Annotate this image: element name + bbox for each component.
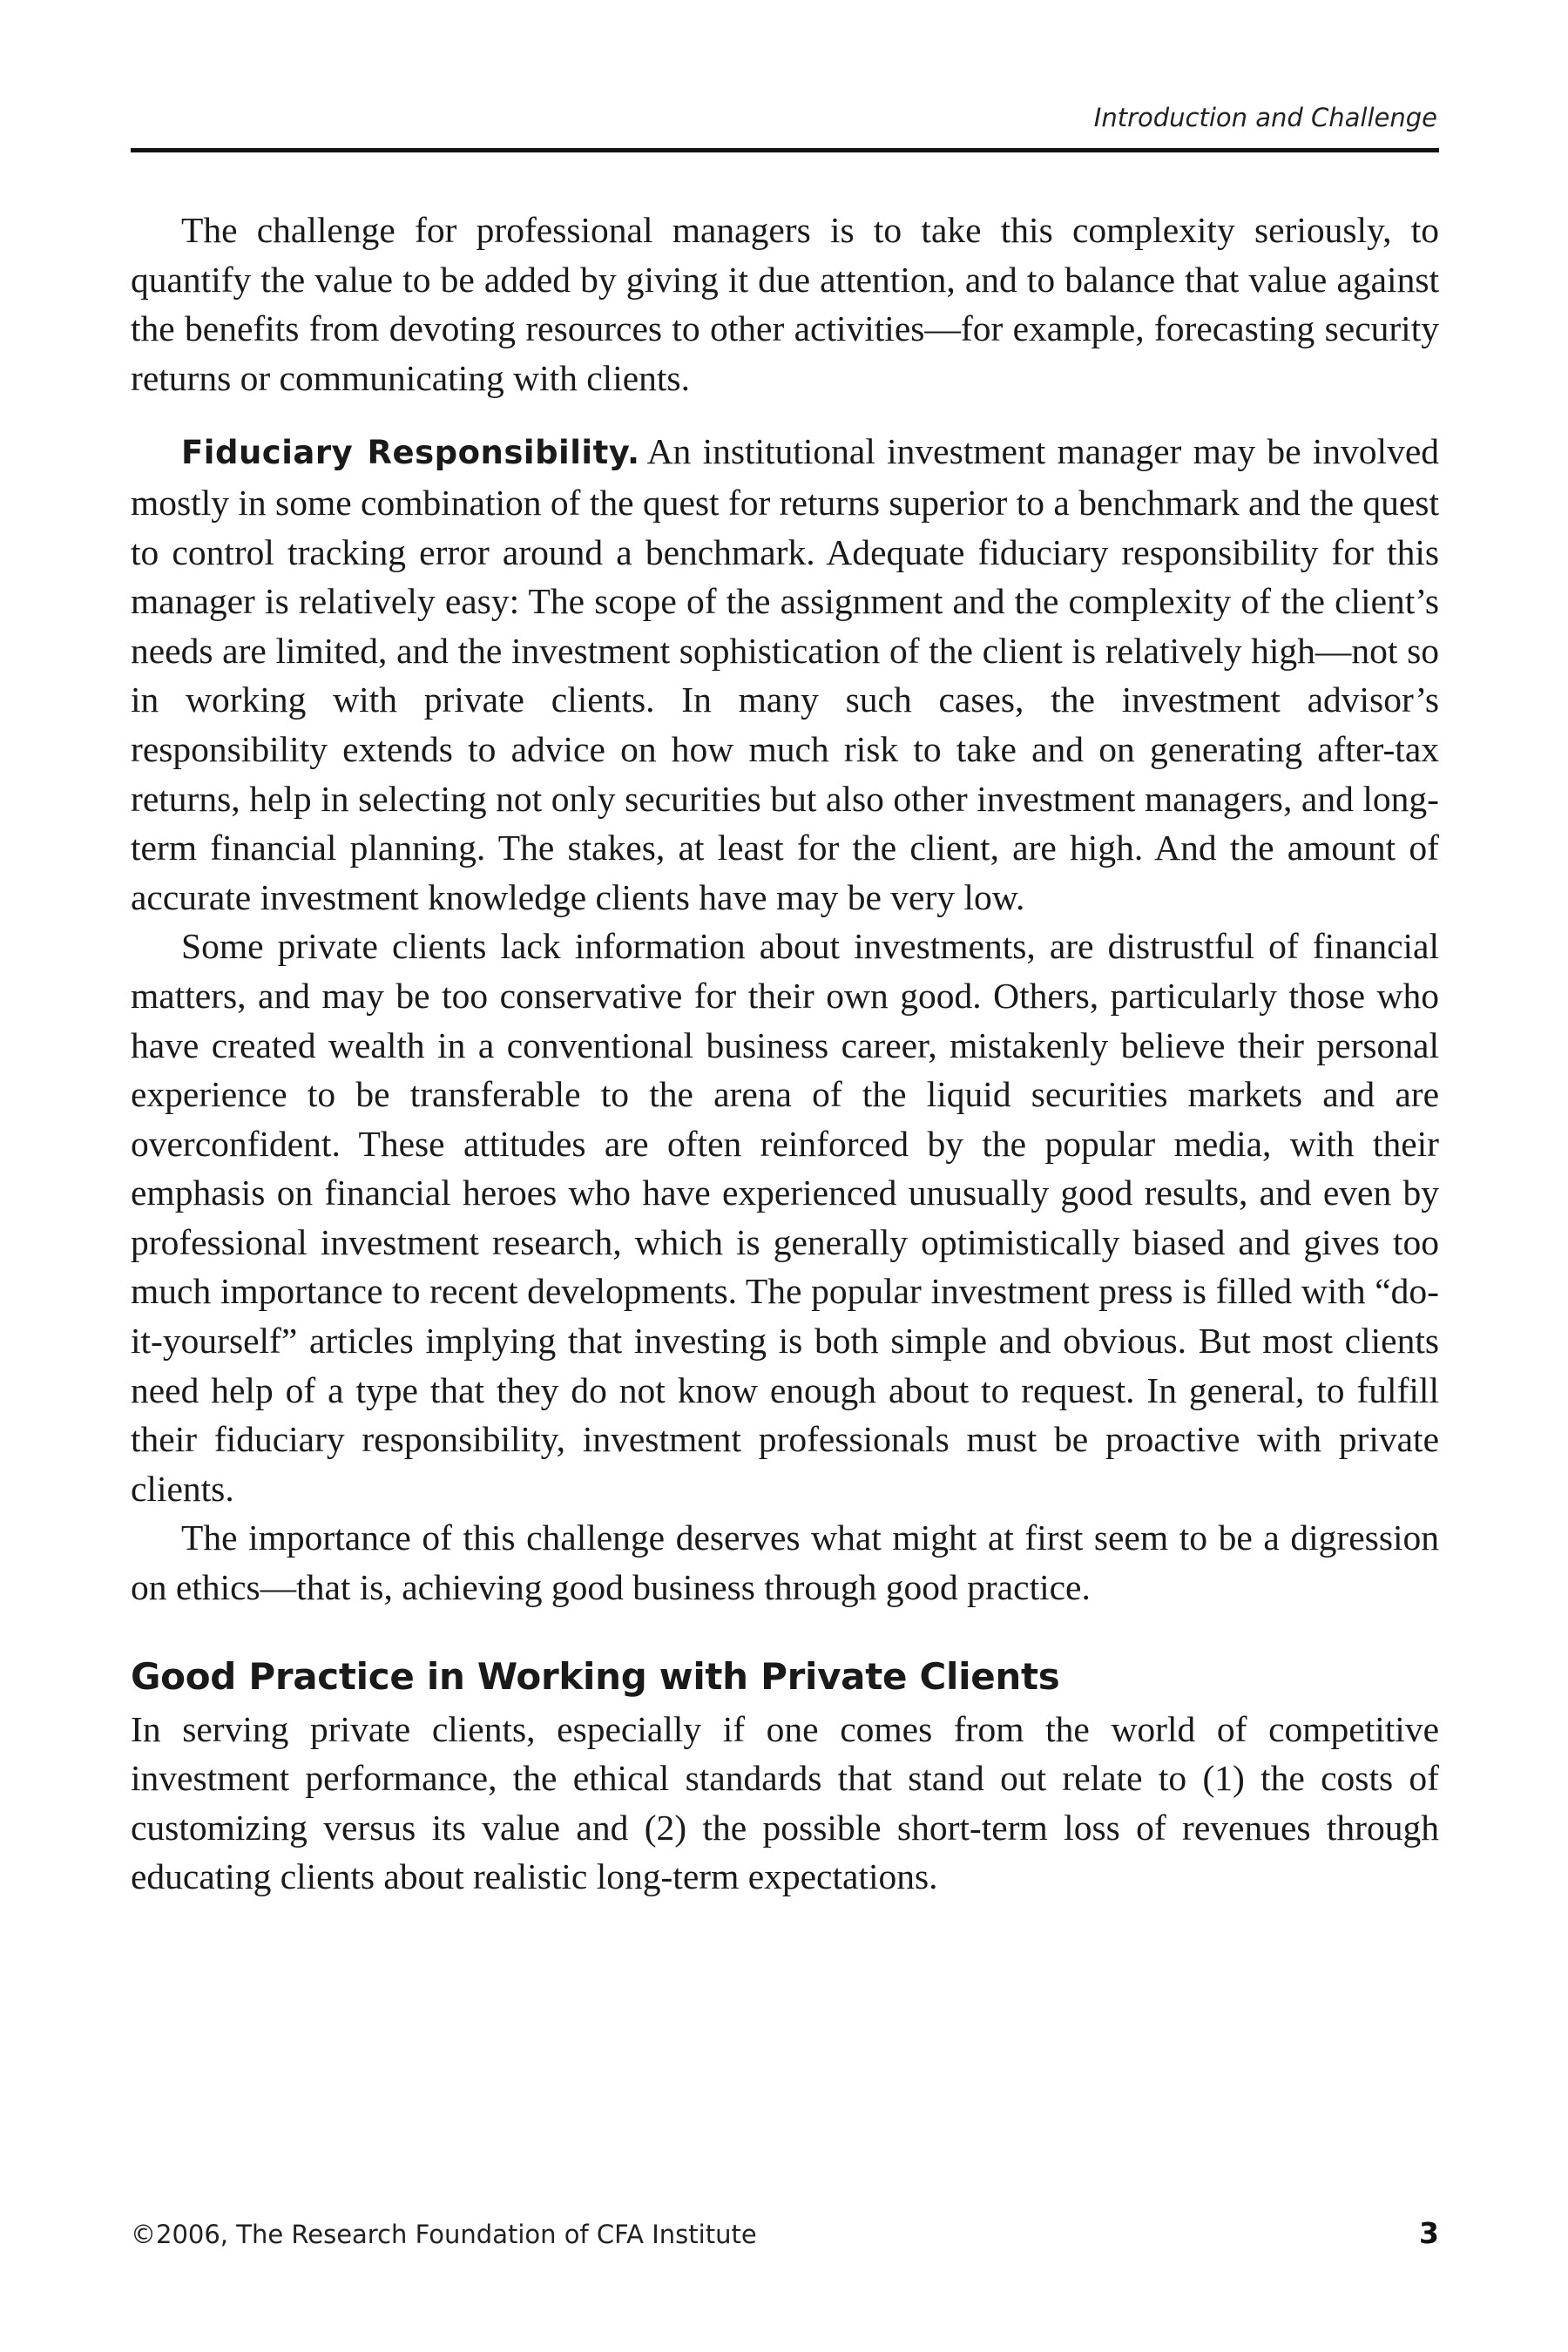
paragraph-importance: The importance of this challenge deserves what might at first seem to be a digression on ethics—that is, achieving good business through good practice.	[131, 1517, 1439, 1608]
section-heading: Good Practice in Working with Private Clients	[131, 1654, 1060, 1698]
paragraph-fiduciary	[131, 427, 1439, 922]
running-head: Introduction and Challenge	[1093, 103, 1437, 132]
footer-copyright: ©2006, The Research Foundation of CFA Institute	[131, 2220, 757, 2249]
paragraph-good-practice: In serving private clients, especially if one comes from the world of competitive investment performance, the ethical standards that stand out relate to (1) the costs of customizing versus its value and (2) the possible short-term loss of revenues through educating clients about realistic long-term expectations.	[131, 1708, 1439, 1897]
page-number: 3	[1419, 2216, 1439, 2250]
fiduciary-text: An institutional investment manager may be involved mostly in some combination of the quest for returns superior to a benchmark and the quest to control tracking error around a benchmark. Adequate fiduciary responsibility for this manager is relatively easy: The scope of the assignment and the complexity of the client’s needs are limited, and the investment sophistication of the client is relatively high—not so in working with private clients. In many such cases, the investment advisor’s responsibility extends to advice on how much risk to take and on generating after-tax returns, help in selecting not only securities but also other investment managers, and long-term financial planning. The stakes, at least for the client, are high. And the amount of accurate investment knowledge clients have may be very low.	[131, 431, 1440, 917]
paragraph-challenge: The challenge for professional managers is to take this complexity seriously, to quantify the value to be added by giving it due attention, and to balance that value against the benefits from devoting resources to other activities—for example, forecasting security returns or communicating with clients.	[131, 210, 1439, 398]
paragraph-private-clients: Some private clients lack information about investments, are distrustful of financial matters, and may be too conservative for their own good. Others, particularly those who have created wealth in a conventional business career, mistakenly believe their personal experience to be transferable to the arena of the liquid securities markets and are overconfident. These attitudes are often reinforced by the popular media, with their emphasis on financial heroes who have experienced unusually good results, and even by professional investment research, which is generally optimistically biased and gives too much importance to recent developments. The popular investment press is filled with “do-it-yourself” articles implying that investing is both simple and obvious. But most clients need help of a type that they do not know enough about to request. In general, to fulfill their fiduciary responsibility, investment professionals must be proactive with private clients.	[131, 926, 1439, 1509]
header-rule	[131, 148, 1439, 152]
run-in-heading-fiduciary: Fiduciary Responsibility.	[181, 434, 640, 472]
page-body	[131, 206, 1439, 1902]
